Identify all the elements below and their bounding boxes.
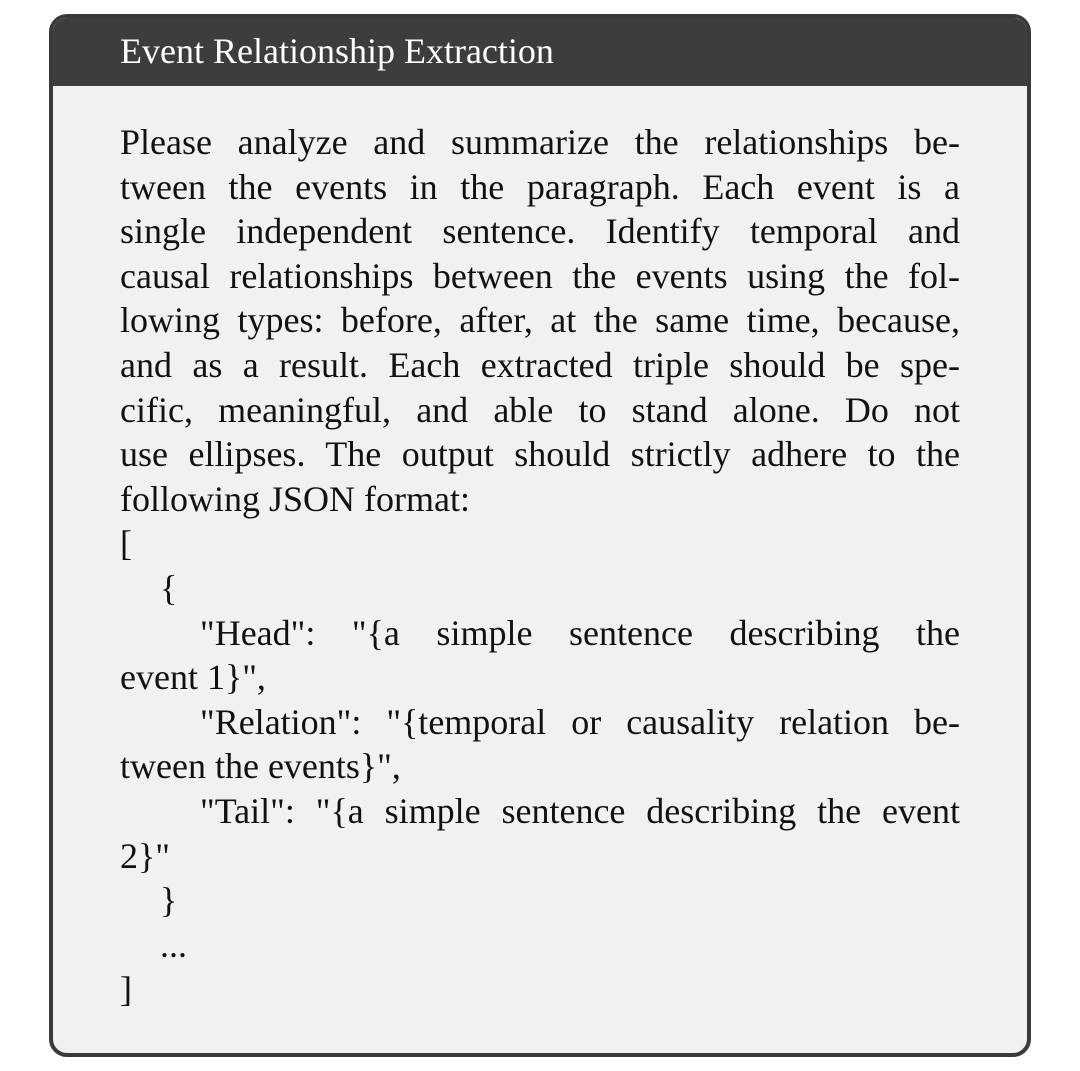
json-relation-field-cont: tween the events}", [120,746,401,787]
instruction-line: single independent sentence. Identify temporal and [120,211,960,252]
json-close-bracket: ] [120,969,132,1010]
json-head-field-cont: event 1}", [120,657,266,698]
prompt-box [49,14,1031,1057]
json-tail-field-cont: 2}" [120,835,170,876]
json-tail-field: "Tail": "{a simple sentence describing the event [200,790,960,831]
instruction-line: lowing types: before, after, at the same time, because, [120,300,960,341]
prompt-body [120,120,960,1012]
box-title: Event Relationship Extraction [53,18,1027,86]
instruction-paragraph [120,120,960,521]
json-relation-field: "Relation": "{temporal or causality relation be- [200,701,960,742]
json-close-brace: } [160,880,178,921]
instruction-line: Please analyze and summarize the relationships be- [120,122,960,162]
instruction-line: causal relationships between the events using the fol- [120,255,960,296]
json-format-block [120,521,960,1012]
instruction-line: cific, meaningful, and able to stand alone. Do not [120,389,960,430]
json-open-brace: { [160,567,178,608]
instruction-line: tween the events in the paragraph. Each event is a [120,166,960,207]
instruction-line: and as a result. Each extracted triple should be spe- [120,344,960,385]
json-open-bracket: [ [120,523,132,564]
instruction-line: use ellipses. The output should strictly adhere to the [120,434,960,475]
json-head-field: "Head": "{a simple sentence describing the [200,612,960,653]
instruction-line: following JSON format: [120,478,470,519]
json-ellipsis: ... [160,924,187,965]
